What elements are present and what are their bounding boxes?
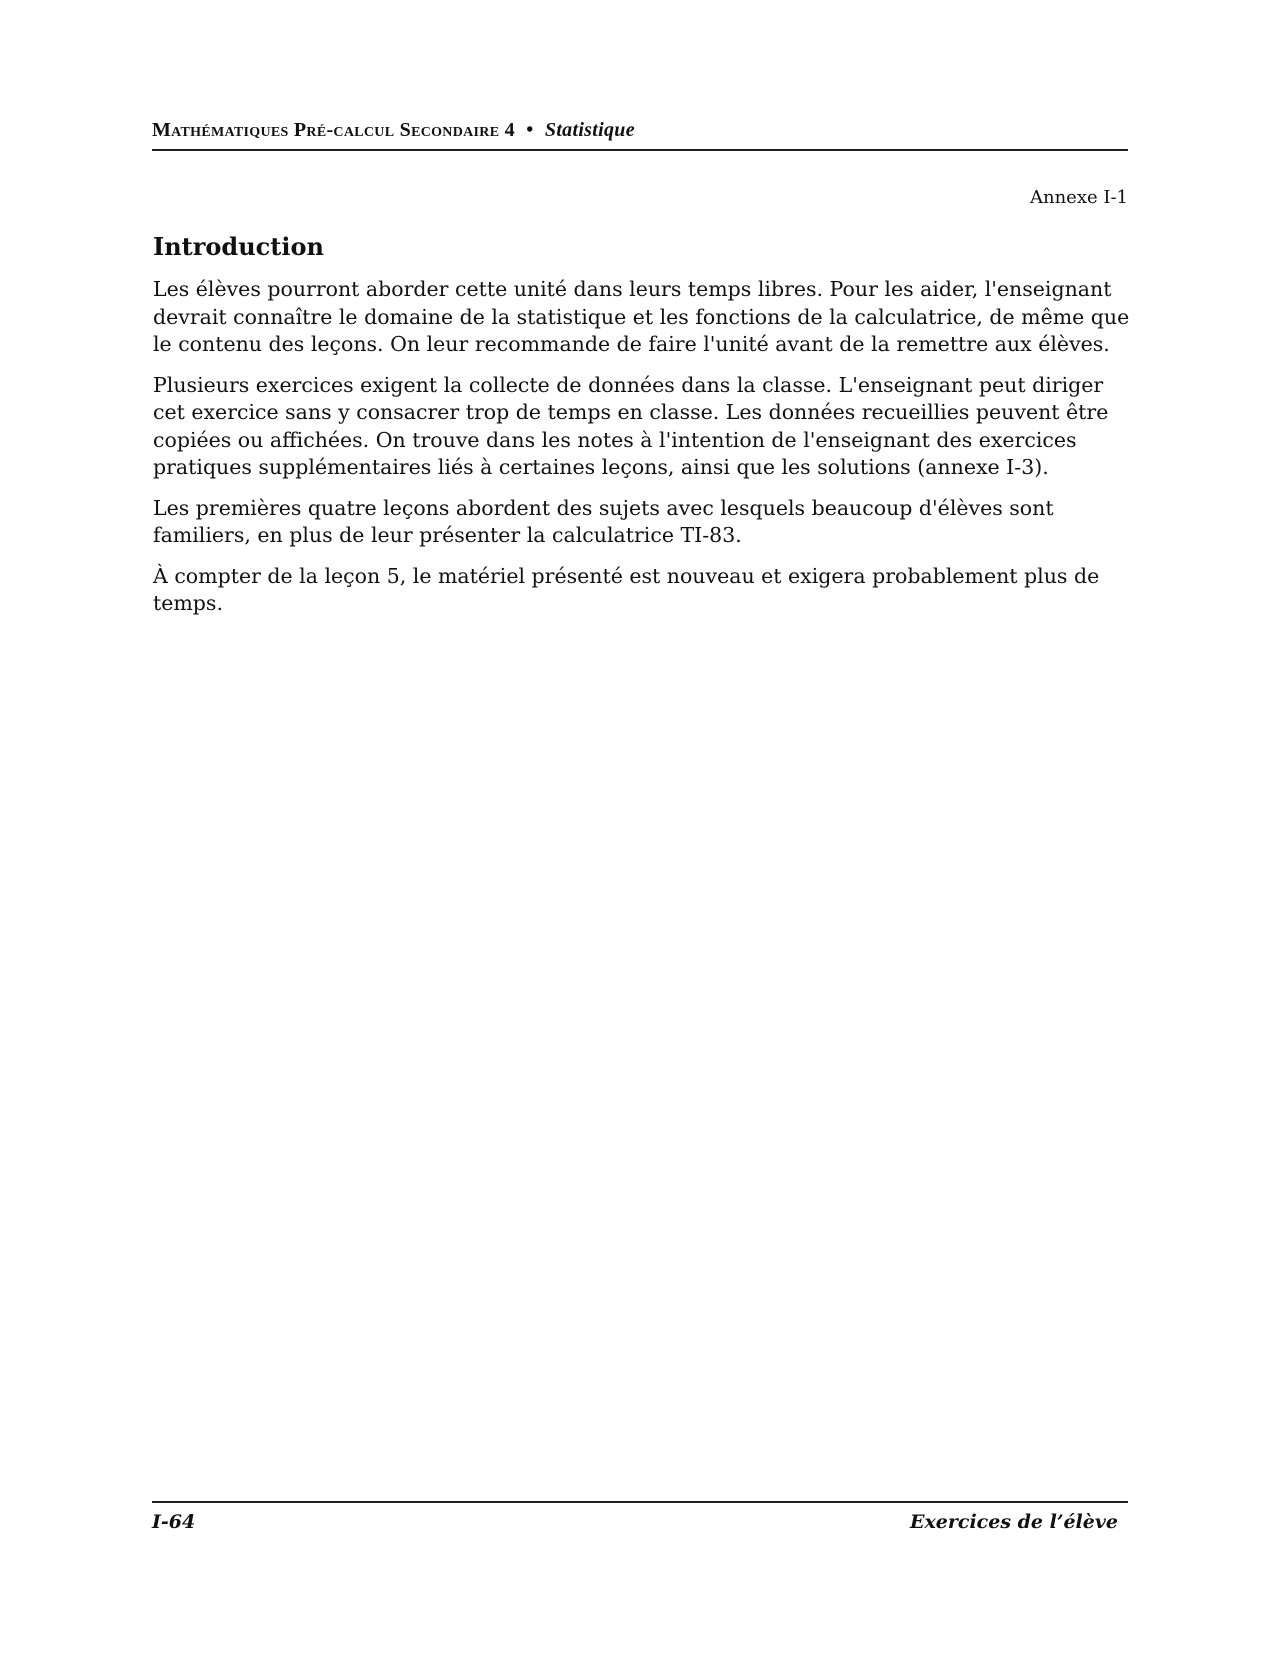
header-text — [152, 117, 1128, 143]
paragraph: À compter de la leçon 5, le matériel présenté est nouveau et exigera probablement plus de temps. — [153, 563, 1100, 615]
header-course-title: Mathématiques Pré-calcul Secondaire 4 — [152, 119, 515, 141]
paragraph: Les premières quatre leçons abordent des sujets avec lesquels beaucoup d'élèves sont familiers, en plus de leur présenter la calculatrice TI-83. — [153, 495, 1054, 547]
header-separator: • — [526, 119, 534, 141]
footer-section-title: Exercices de l’élève — [909, 1511, 1118, 1533]
paragraph: Les élèves pourront aborder cette unité dans leurs temps libres. Pour les aider, l'enseignant devrait connaître le domaine de la statistique et les fonctions de la calculatrice, de même que le contenu des leçons. On leur recommande de faire l'unité avant de la remettre aux élèves. — [153, 277, 1130, 356]
header-unit-title: Statistique — [544, 119, 635, 141]
footer-rule — [152, 1501, 1128, 1503]
section-title: Introduction — [153, 232, 324, 261]
annex-label: Annexe I-1 — [1029, 187, 1128, 208]
paragraph: Plusieurs exercices exigent la collecte de données dans la classe. L'enseignant peut diriger cet exercice sans y consacrer trop de temps en classe. Les données recueillies peuvent être copiées ou affichées. On trouve dans les notes à l'intention de l'enseignant des exercices pratiques supplémentaires liés à certaines leçons, ainsi que les solutions (annexe I-3). — [153, 372, 1109, 479]
running-header — [152, 117, 1128, 151]
footer-page-number: I-64 — [152, 1511, 196, 1533]
body-text — [153, 276, 1133, 631]
